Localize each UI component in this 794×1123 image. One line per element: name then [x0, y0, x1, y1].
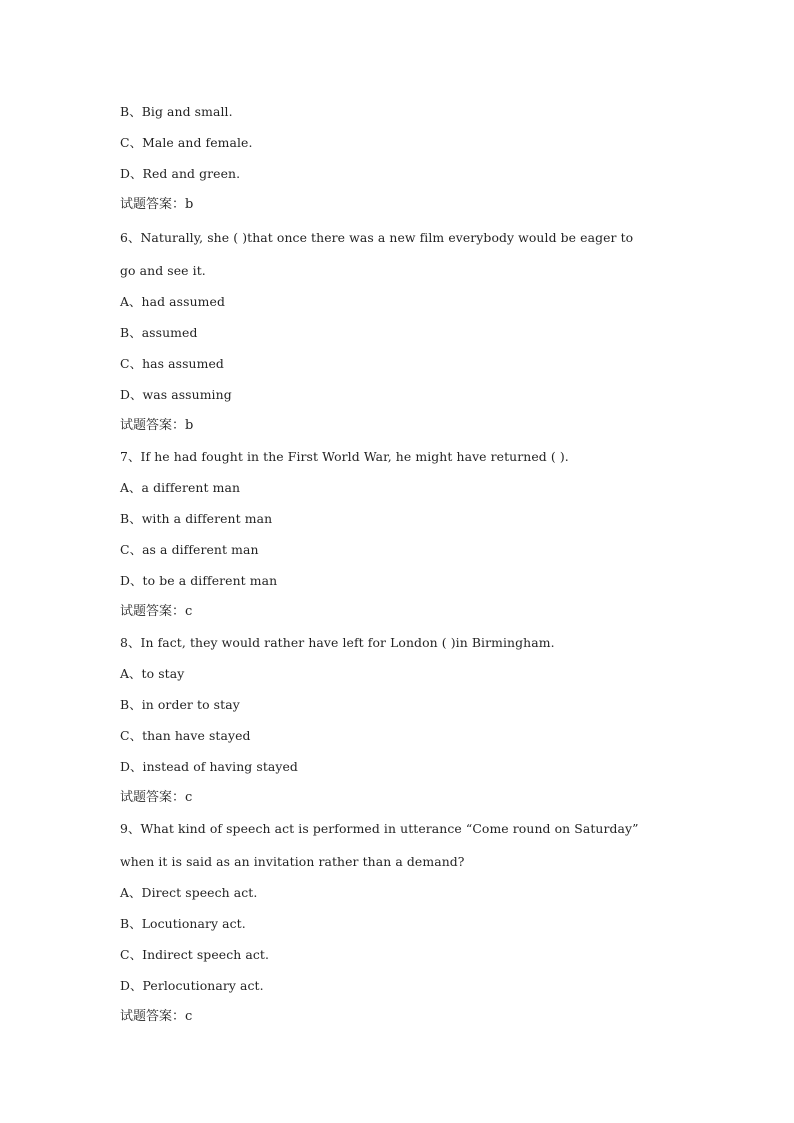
q9-question-line1: 9、What kind of speech act is performed in utterance “Come round on Saturday” [120, 821, 639, 836]
q6-question-line2: go and see it. [120, 263, 206, 278]
q7-option-b: B、with a different man [120, 511, 273, 526]
q5-option-b: B、Big and small. [120, 104, 233, 119]
q9-option-a: A、Direct speech act. [120, 885, 258, 900]
q9-option-d: D、Perlocutionary act. [120, 978, 264, 993]
q6-option-d: D、was assuming [120, 387, 232, 402]
q6-option-b: B、assumed [120, 325, 198, 340]
q8-option-b: B、in order to stay [120, 697, 240, 712]
q9-option-b: B、Locutionary act. [120, 916, 246, 931]
q7-answer: 试题答案：c [120, 604, 193, 619]
q7-option-a: A、a different man [120, 480, 241, 495]
q5-option-d: D、Red and green. [120, 166, 241, 181]
q6-option-c: C、has assumed [120, 356, 224, 371]
q8-option-d: D、instead of having stayed [120, 759, 298, 774]
q8-answer: 试题答案：c [120, 790, 193, 805]
q6-option-a: A、had assumed [120, 294, 225, 309]
q9-answer: 试题答案：c [120, 1009, 193, 1024]
exam-page [120, 104, 700, 1025]
q7-option-c: C、as a different man [120, 542, 259, 557]
q8-option-c: C、than have stayed [120, 728, 251, 743]
q7-option-d: D、to be a different man [120, 573, 278, 588]
q5-answer: 试题答案：b [120, 197, 194, 212]
q6-answer: 试题答案：b [120, 418, 194, 433]
q5-option-c: C、Male and female. [120, 135, 253, 150]
q6-question-line1: 6、Naturally, she ( )that once there was a new film everybody would be eager to [120, 230, 634, 245]
q7-question: 7、If he had fought in the First World War, he might have returned ( ). [120, 449, 569, 464]
q9-option-c: C、Indirect speech act. [120, 947, 270, 962]
q8-option-a: A、to stay [120, 666, 185, 681]
q8-question: 8、In fact, they would rather have left for London ( )in Birmingham. [120, 635, 555, 650]
q9-question-line2: when it is said as an invitation rather than a demand? [120, 854, 465, 869]
